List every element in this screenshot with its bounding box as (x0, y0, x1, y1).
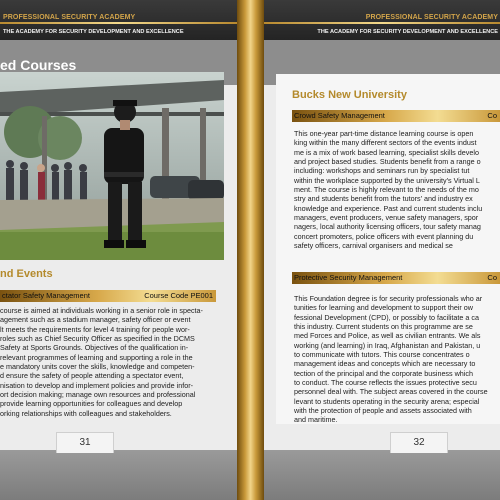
text-line: nisation to develop and implement policies and provide infor- (0, 380, 193, 390)
course-code: Co (487, 273, 497, 282)
course-description (294, 129, 500, 250)
footer-band (0, 450, 237, 500)
footer-band (264, 450, 500, 500)
text-line: within the workplace supported by the university's Virtual L (294, 175, 480, 185)
text-line: relevant programmes of learning and supporting a role in the (0, 352, 193, 362)
course-description (294, 294, 500, 425)
text-line: This one-year part-time distance learning course is open (294, 129, 474, 138)
text-line: management ideas and concepts which are necessary to (294, 359, 476, 369)
text-line: concert promoters, police officers with event planning du (294, 231, 474, 241)
text-line: tection of the principal and the corporate business which (294, 368, 473, 378)
text-line: including: workshops and seminars run by specialist tut (294, 166, 470, 176)
events-heading: nd Events (0, 268, 53, 280)
course-bar (292, 272, 500, 284)
text-line: tunities for learning and development to support their ow (294, 303, 473, 313)
right-page (264, 0, 500, 500)
left-page (0, 0, 237, 500)
course-code: Co (487, 111, 497, 120)
text-line: working (and learning) in Iraq, Afghanistan and Pakistan, u (294, 340, 481, 350)
text-line: personnel deal with. The subject areas covered in the course (294, 387, 488, 397)
course-description (0, 306, 218, 418)
text-line: to conduct. The course reflects the issues protective secu (294, 378, 477, 388)
text-line: d ensure the safety of people attending a spectator event, (0, 371, 184, 381)
text-line: me is a mix of work based learning, specialist skills develo (294, 147, 479, 157)
text-line: nagers, local authority licensing officers, tour safety manag (294, 222, 481, 232)
text-line: and maritime. (294, 415, 338, 425)
text-line: roles such as Chief Security Officer as specified in the DCMS (0, 334, 195, 344)
security-guard-photo (0, 72, 224, 260)
academy-name: PROFESSIONAL SECURITY ACADEMY (3, 14, 136, 21)
text-line: ort decision making; manage own resources and professional (0, 390, 196, 400)
page-number: 31 (56, 432, 114, 453)
section-title: ed Courses (0, 57, 77, 73)
text-line: managers, event producers, venue safety managers, spor (294, 213, 479, 223)
text-line: this industry. Current students on this programme are se (294, 322, 473, 332)
course-bar (0, 290, 216, 302)
text-line: lt meets the requirements for level 4 training for people wor- (0, 324, 190, 334)
course-name: ctator Safety Management (2, 291, 90, 300)
text-line: agement such as a stadium manager, safety officer or event (0, 315, 191, 325)
text-line: safety officers, carnival organisers and medical se (294, 241, 453, 251)
text-line: e mandatory units cover the skills, knowledge and competen- (0, 362, 195, 372)
academy-name: PROFESSIONAL SECURITY ACADEMY (365, 14, 498, 21)
text-line: levant to students operating in the security arena; especial (294, 396, 480, 406)
text-line: provide learning opportunities for colleagues and develop (0, 399, 183, 409)
book-spine (237, 0, 264, 500)
course-name: Protective Security Management (294, 273, 403, 282)
left-header-bar (0, 0, 237, 40)
page-number: 32 (390, 432, 448, 453)
text-line: fessional Development (CPD), or possibly to facilitate a ca (294, 312, 479, 322)
text-line: knowledge and experience. Past and current students inclu (294, 203, 483, 213)
course-code: Course Code PE001 (144, 291, 213, 300)
gold-divider (0, 22, 237, 24)
text-line: with the protection of people and assets associated with (294, 406, 472, 416)
right-header-bar (264, 0, 500, 40)
gold-divider (264, 22, 500, 24)
text-line: med Forces and Police, as well as civilian entrants. We als (294, 331, 481, 341)
photo-illustration (0, 72, 224, 260)
text-line: king within the many different sectors of the events indust (294, 138, 477, 148)
text-line: orking relationships with colleagues and stakeholders. (0, 408, 172, 418)
text-line: course is aimed at individuals working in a senior role in specta- (0, 306, 203, 315)
text-line: stry and students benefit from the tutors' and industry ex (294, 194, 473, 204)
text-line: Safety at Sports Grounds. Objectives of the qualification in- (0, 343, 189, 353)
text-line: ment. The course is highly relevant to the needs of the mo (294, 185, 479, 195)
text-line: to communicate with tutors. This course concentrates o (294, 350, 470, 360)
course-name: Crowd Safety Management (294, 111, 385, 120)
university-name: Bucks New University (292, 89, 407, 101)
academy-subtitle: THE ACADEMY FOR SECURITY DEVELOPMENT AND EXCELLENCE (3, 29, 184, 35)
academy-subtitle: THE ACADEMY FOR SECURITY DEVELOPMENT AND EXCELLENCE (317, 29, 498, 35)
text-line: This Foundation degree is for security professionals who ar (294, 294, 483, 303)
text-line: and project based studies. Students benefit from a range o (294, 157, 481, 167)
course-bar (292, 110, 500, 122)
